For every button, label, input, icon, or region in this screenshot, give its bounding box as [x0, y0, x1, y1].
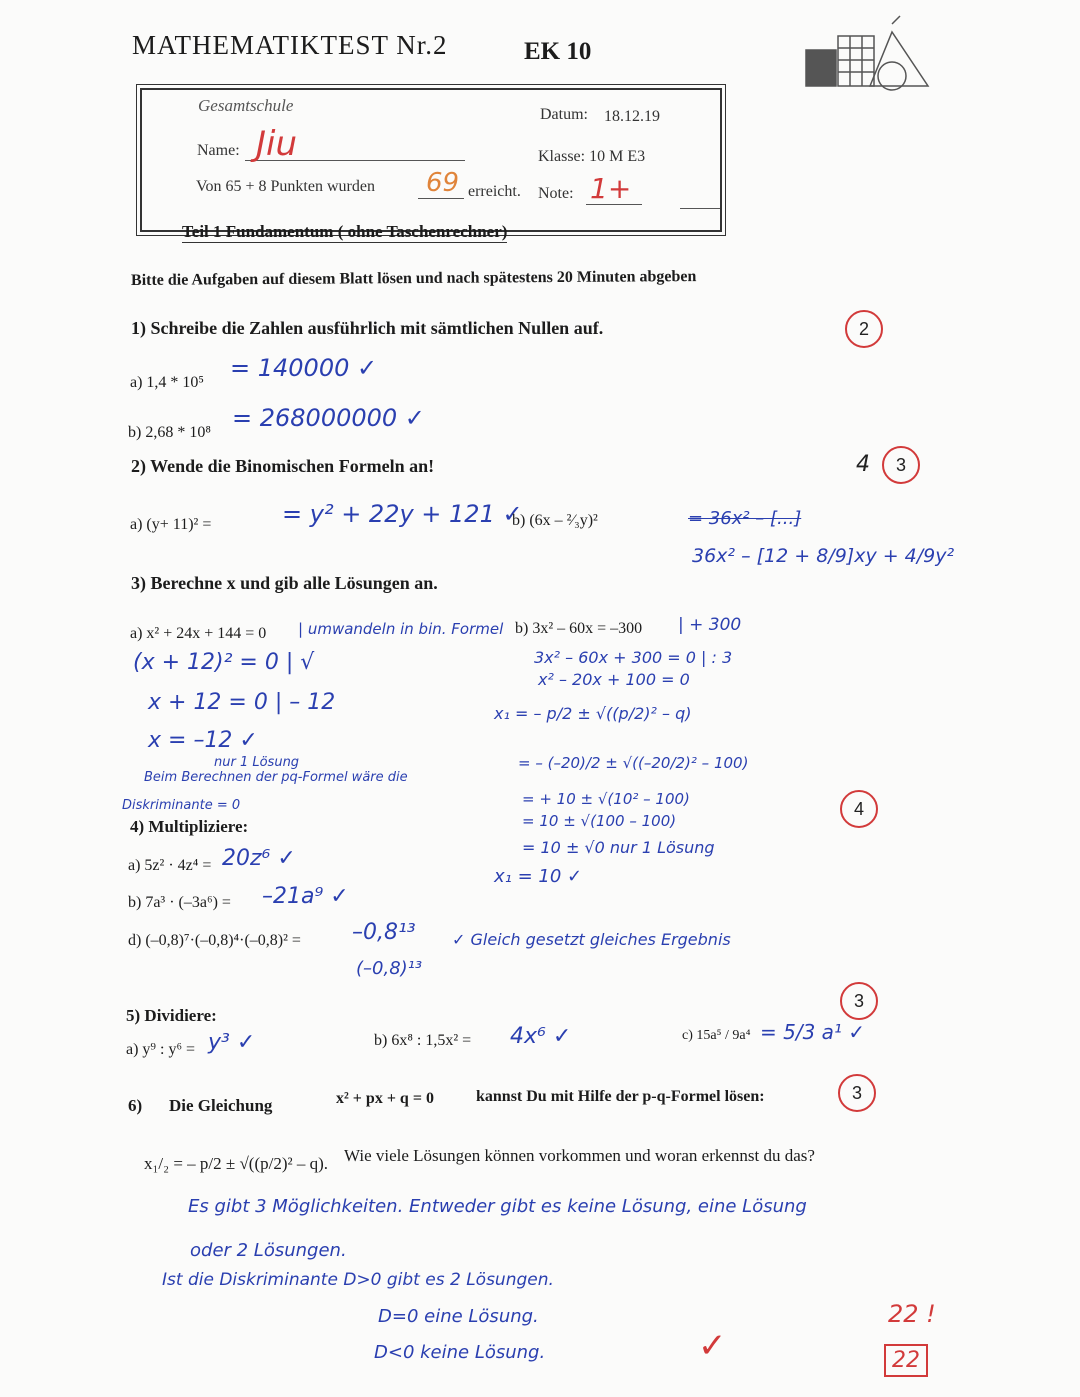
- q4-a-answer: 20z⁶ ✓: [222, 846, 296, 871]
- q6-formula: x₁/₂ = – p/2 ± √((p/2)² – q).: [144, 1154, 329, 1173]
- q5-a-prompt: a) y⁹ : y⁶ =: [126, 1041, 196, 1058]
- date-label: Datum:: [540, 106, 588, 123]
- q3-a-comment1: nur 1 Lösung: [214, 755, 300, 770]
- q2-score-max: 3: [882, 446, 920, 484]
- instructions: Bitte die Aufgaben auf diesem Blatt lösen und nach spätestens 20 Minuten abgeben: [130, 268, 697, 289]
- grade-value: 1+: [590, 172, 632, 205]
- grade-line-2: [680, 208, 720, 209]
- total-score-boxed: 22: [884, 1344, 928, 1377]
- q4-d-comment: ✓ Gleich gesetzt gleiches Ergebnis: [452, 930, 731, 949]
- q6-equation: x² + px + q = 0: [336, 1090, 434, 1107]
- student-name: Jiu: [256, 124, 298, 164]
- q6-title: Die Gleichung: [169, 1096, 273, 1115]
- q3-b-note: | + 300: [678, 615, 742, 635]
- q6-check: ✓: [698, 1326, 727, 1366]
- total-score: 22 !: [888, 1300, 936, 1328]
- q2-a-prompt: a) (y+ 11)² =: [130, 516, 212, 533]
- points-text: Von 65 + 8 Punkten wurden: [196, 178, 375, 195]
- q3-a-line3: x = –12 ✓: [148, 728, 258, 753]
- q6-number: 6): [128, 1096, 143, 1115]
- q2-b-answer-1: = 36x² – [...]: [688, 508, 802, 529]
- q4-score: 3: [840, 982, 878, 1020]
- q5-c-answer: = 5/3 a¹ ✓: [760, 1020, 866, 1044]
- q3-b-line1: 3x² – 60x + 300 = 0 | : 3: [534, 648, 733, 667]
- points-line: [418, 198, 464, 199]
- q6-answer3: Ist die Diskriminante D>0 gibt es 2 Lösungen.: [162, 1270, 554, 1290]
- course-label: EK 10: [524, 38, 592, 65]
- q3-b-line3: x₁ = – p/2 ± √((p/2)² – q): [494, 704, 692, 723]
- section-title: Teil 1 Fundamentum ( ohne Taschenrechner): [182, 222, 508, 241]
- q2-score-given: 4: [856, 452, 870, 477]
- q1-a-prompt: a) 1,4 * 10⁵: [130, 374, 205, 391]
- q4-title: 4) Multipliziere:: [130, 817, 249, 836]
- q4-b-answer: –21a⁹ ✓: [262, 884, 349, 909]
- q3-a-line2: x + 12 = 0 | – 12: [148, 690, 336, 715]
- q4-a-prompt: a) 5z² · 4z⁴ =: [128, 857, 212, 874]
- grade-label: Note:: [538, 185, 574, 202]
- q3-title: 3) Berechne x und gib alle Lösungen an.: [131, 573, 438, 593]
- q3-b-line4: = – (–20)/2 ± √((–20/2)² – 100): [518, 754, 749, 772]
- q5-c-prompt: c) 15a⁵ / 9a⁴: [682, 1028, 751, 1043]
- q3-b-prompt: b) 3x² – 60x = –300: [515, 620, 643, 637]
- q3-a-comment3: Diskriminante = 0: [122, 798, 241, 813]
- q1-a-answer: = 140000 ✓: [230, 354, 378, 382]
- date-value: 18.12.19: [604, 108, 660, 125]
- q6-text: kannst Du mit Hilfe der p-q-Formel lösen:: [476, 1088, 765, 1105]
- q3-a-comment2: Beim Berechnen der pq-Formel wäre die: [144, 770, 408, 785]
- class-label: Klasse: 10 M E3: [538, 148, 646, 165]
- q1-score: 2: [845, 310, 883, 348]
- q6-answer5: D<0 keine Lösung.: [374, 1342, 546, 1363]
- school-label: Gesamtschule: [198, 96, 294, 115]
- q4-b-prompt: b) 7a³ · (–3a⁶) =: [128, 894, 231, 911]
- q3-b-line2: x² – 20x + 100 = 0: [538, 670, 690, 689]
- q2-a-answer: = y² + 22y + 121 ✓: [282, 500, 523, 528]
- q1-b-answer: = 268000000 ✓: [232, 404, 425, 432]
- test-title: MATHEMATIKTEST Nr.2: [132, 30, 448, 60]
- geometry-logo-icon: [800, 14, 950, 94]
- q3-b-line5: = + 10 ± √(10² – 100): [522, 790, 690, 808]
- q6-question: Wie viele Lösungen können vorkommen und woran erkennst du das?: [344, 1146, 815, 1165]
- q3-b-line8: x₁ = 10 ✓: [494, 866, 583, 887]
- q5-b-prompt: b) 6x⁸ : 1,5x² =: [374, 1032, 472, 1049]
- q2-title: 2) Wende die Binomischen Formeln an!: [131, 456, 435, 476]
- grade-line: [586, 204, 642, 205]
- q6-answer2: oder 2 Lösungen.: [190, 1240, 347, 1261]
- q6-answer4: D=0 eine Lösung.: [378, 1306, 539, 1327]
- q1-title: 1) Schreibe die Zahlen ausführlich mit sämtlichen Nullen auf.: [131, 318, 604, 338]
- points-post: erreicht.: [468, 183, 521, 200]
- name-label: Name:: [197, 142, 240, 159]
- q5-b-answer: 4x⁶ ✓: [510, 1024, 572, 1049]
- q1-b-prompt: b) 2,68 * 10⁸: [128, 424, 211, 441]
- q5-title: 5) Dividiere:: [126, 1006, 217, 1025]
- q4-d-prompt: d) (–0,8)⁷·(–0,8)⁴·(–0,8)² =: [128, 932, 301, 949]
- q6-answer1: Es gibt 3 Möglichkeiten. Entweder gibt es keine Lösung, eine Lösung: [188, 1196, 807, 1217]
- points-achieved: 69: [426, 168, 460, 198]
- q3-b-line6: = 10 ± √(100 – 100): [522, 812, 677, 830]
- q5-score: 3: [838, 1074, 876, 1112]
- q3-a-prompt: a) x² + 24x + 144 = 0: [130, 625, 267, 642]
- q5-a-answer: y³ ✓: [208, 1030, 256, 1055]
- q2-b-answer-2: 36x² – [12 + 8/9]xy + 4/9y²: [692, 545, 955, 567]
- q2-b-prompt: b) (6x – ²⁄₃y)²: [512, 512, 598, 529]
- q3-b-line7: = 10 ± √0 nur 1 Lösung: [522, 838, 715, 857]
- q3-a-note: | umwandeln in bin. Formel: [298, 620, 504, 638]
- q4-d-alt: (–0,8)¹³: [356, 958, 423, 979]
- q3-score: 4: [840, 790, 878, 828]
- q3-a-line1: (x + 12)² = 0 | √: [133, 650, 315, 675]
- q4-d-answer: –0,8¹³: [352, 920, 416, 945]
